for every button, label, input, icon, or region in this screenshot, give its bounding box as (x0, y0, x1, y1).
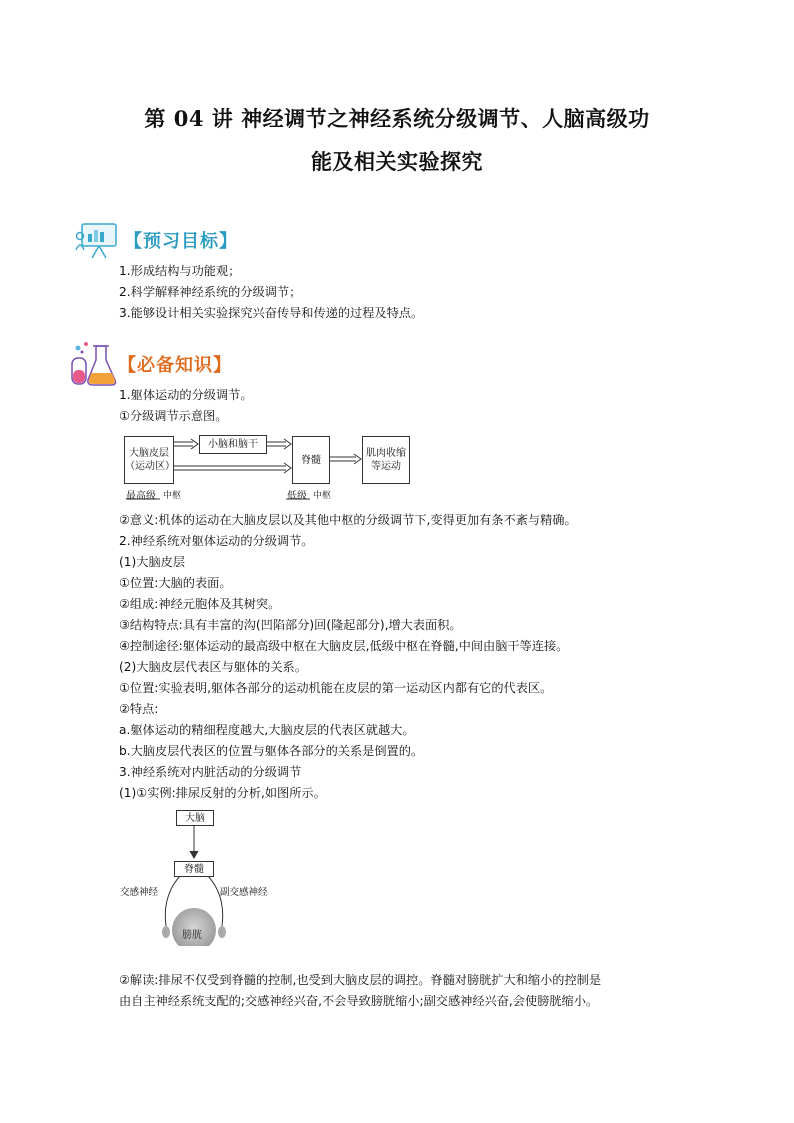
muscle-movement-box: 肌肉收缩等运动 (362, 436, 410, 484)
knowledge-line: ②意义:机体的运动在大脑皮层以及其他中枢的分级调节下,变得更加有条不紊与精确。 (119, 513, 577, 527)
knowledge-line: 2.神经系统对躯体运动的分级调节。 (119, 534, 314, 548)
bladder-label: 膀胱 (182, 930, 202, 941)
knowledge-line: (2)大脑皮层代表区与躯体的关系。 (119, 660, 307, 674)
page-title-line-1: 第 04 讲 神经调节之神经系统分级调节、人脑高级功 (144, 106, 650, 131)
preview-section-label: 【预习目标】 (124, 231, 238, 252)
spinal-cord-box: 脊髓 (292, 436, 330, 484)
lab-flask-icon (66, 340, 118, 388)
knowledge-section-header (66, 340, 232, 388)
urination-reflex-diagram (118, 806, 288, 946)
knowledge-line: ②特点: (119, 702, 159, 716)
cerebellum-brainstem-box: 小脑和脑干 (199, 435, 267, 454)
knowledge-line: 1.躯体运动的分级调节。 (119, 388, 253, 402)
presentation-board-icon (74, 220, 120, 260)
center-label: 中枢 (163, 491, 182, 501)
knowledge-line: (1)大脑皮层 (119, 555, 186, 569)
preview-line: 2.科学解释神经系统的分级调节； (119, 285, 302, 299)
parasympathetic-nerve-label: 副交感神经 (220, 887, 268, 898)
highest-level-label: 最高级 (126, 491, 156, 502)
brain-box: 大脑 (176, 810, 214, 826)
cortex-box: 大脑皮层（运动区） (124, 436, 174, 484)
knowledge-line: ③结构特点:具有丰富的沟(凹陷部分)回(隆起部分),增大表面积。 (119, 618, 462, 632)
hierarchy-diagram (120, 430, 420, 505)
knowledge-line: ②解读:排尿不仅受到脊髓的控制,也受到大脑皮层的调控。脊髓对膀胱扩大和缩小的控制是 (119, 973, 602, 987)
knowledge-section-label: 【必备知识】 (118, 355, 232, 376)
preview-line: 1.形成结构与功能观； (119, 264, 241, 278)
low-level-label: 低级 (287, 491, 307, 502)
knowledge-line: ①位置:大脑的表面。 (119, 576, 232, 590)
knowledge-line: a.躯体运动的精细程度越大,大脑皮层的代表区就越大。 (119, 723, 415, 737)
knowledge-line: 3.神经系统对内脏活动的分级调节 (119, 765, 302, 779)
page-title-line-2: 能及相关实验探究 (311, 149, 483, 174)
knowledge-line: ①分级调节示意图。 (119, 409, 228, 423)
knowledge-line: (1)①实例:排尿反射的分析,如图所示。 (119, 786, 326, 800)
knowledge-line: 由自主神经系统支配的;交感神经兴奋,不会导致膀胱缩小;副交感神经兴奋,会使膀胱缩小。 (119, 994, 599, 1008)
knowledge-line: ①位置:实验表明,躯体各部分的运动机能在皮层的第一运动区内都有它的代表区。 (119, 681, 553, 695)
sympathetic-nerve-label: 交感神经 (120, 887, 159, 898)
preview-line: 3.能够设计相关实验探究兴奋传导和传递的过程及特点。 (119, 306, 424, 320)
knowledge-line: b.大脑皮层代表区的位置与躯体各部分的关系是倒置的。 (119, 744, 424, 758)
center-label: 中枢 (313, 491, 332, 501)
knowledge-line: ④控制途径:躯体运动的最高级中枢在大脑皮层,低级中枢在脊髓,中间由脑干等连接。 (119, 639, 569, 653)
knowledge-line: ②组成:神经元胞体及其树突。 (119, 597, 281, 611)
spinal-cord-box: 脊髓 (174, 861, 214, 877)
preview-section-header (74, 220, 238, 260)
